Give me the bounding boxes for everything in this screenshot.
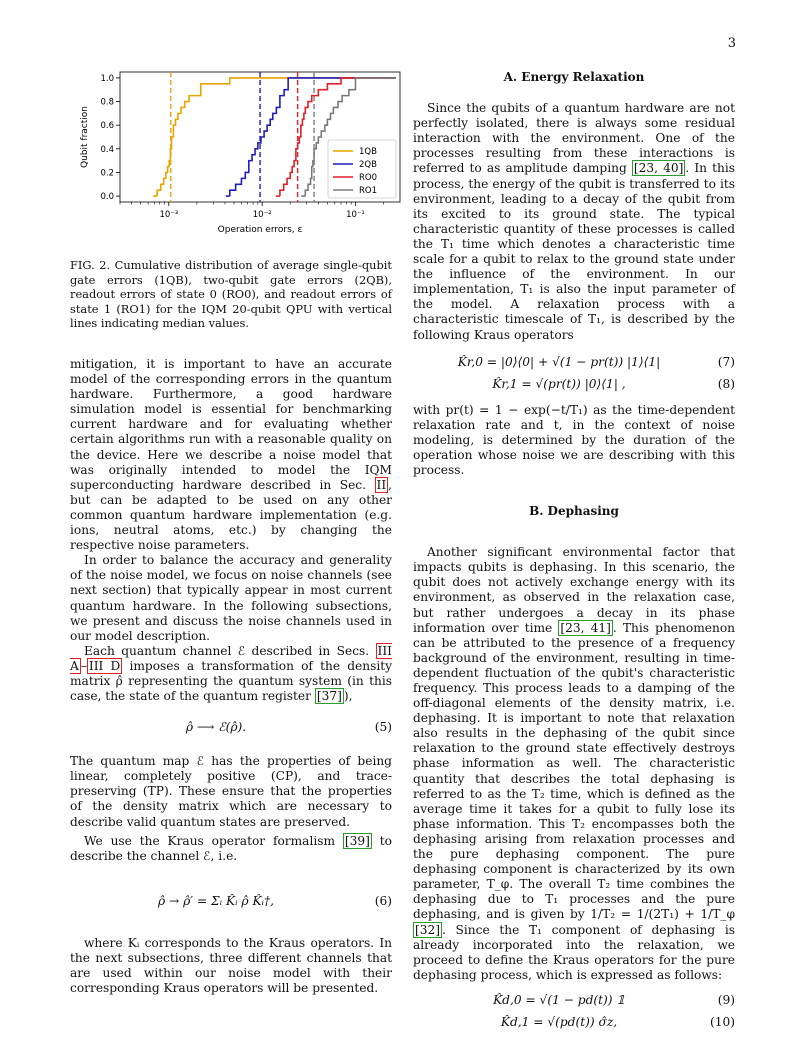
- section-ref-link[interactable]: III D: [88, 658, 121, 673]
- legend-label: 2QB: [359, 160, 377, 170]
- equation-5: ρ̂ ⟶ ℰ(ρ̂). (5): [185, 720, 392, 735]
- equation-9: K̂d,0 = √(1 − pd(t)) 𝟙 (9): [493, 992, 735, 1007]
- citation-link[interactable]: [37]: [316, 689, 342, 704]
- y-axis-label: Qubit fraction: [80, 106, 90, 168]
- figure-caption: FIG. 2. Cumulative distribution of average single-qubit gate errors (1QB), two-qubit gate errors (2QB), readout errors of state 0 (RO0), and readout errors of state 1 (RO1) for the IQM 20-qubit QPU with vertical lines indicating median values.: [70, 258, 392, 331]
- paragraph: Each quantum channel ℰ described in Secs. III A – III D imposes a transformation of the density matrix ρ̂ representing the quantum system (in this case, the state of the quantum register [37] ),: [70, 643, 393, 704]
- y-tick-label: 1.0: [100, 73, 114, 84]
- x-tick-label: 10⁻¹: [346, 210, 365, 220]
- x-tick-label: 10⁻²: [252, 210, 272, 220]
- cdf-chart: [75, 64, 405, 244]
- x-tick-label: 10⁻³: [159, 210, 179, 220]
- citation-link[interactable]: [23, 41]: [560, 620, 611, 635]
- section-ref-link[interactable]: III A: [70, 643, 392, 673]
- y-tick-label: 0.4: [100, 144, 114, 155]
- right-column: [413, 70, 735, 1037]
- section-heading-b: B. Dephasing: [529, 504, 619, 519]
- equation-7: K̂r,0 = |0⟩⟨0| + √(1 − pr(t)) |1⟩⟨1| (7): [457, 354, 735, 369]
- paragraph: In order to balance the accuracy and generality of the noise model, we focus on noise channels (see next section) that typically appear in most current quantum hardware. In the following subsections, we present and discuss the noise channels used in our model description.: [70, 553, 392, 643]
- x-axis-label: Operation errors, ε: [217, 225, 303, 235]
- page-number: 3: [727, 36, 736, 51]
- paragraph: with pr(t) = 1 − exp(−t/T₁) as the time-dependent relaxation rate and t, in the context of noise modeling, is determined by the duration of the operation whose noise we are describing with this process.: [413, 402, 735, 477]
- legend-label: RO1: [359, 186, 378, 196]
- paragraph: where Kᵢ corresponds to the Kraus operators. In the next subsections, three different channels that are used within our noise model with their corresponding Kraus operators will be presented.: [70, 935, 392, 996]
- y-tick-label: 0.8: [100, 97, 114, 108]
- paragraph: Since the qubits of a quantum hardware are not perfectly isolated, there is always some residual interaction with the environment. One of the processes resulting from these interactions is referred to as amplitude damping [23, 40] . In this process, the energy of the qubit is transferred to its environment, leading to a decay of the qubit from its excited to its ground state. The typical characteristic quantity of these processes is called the T₁ time which denotes a characteristic time scale for a qubit to relax to the ground state under the influence of the environment. In our implementation, T₁ is also the input parameter of the model. A relaxation process with a characteristic timescale of T₁, is described by the following Kraus operators: [413, 101, 736, 342]
- paragraph: We use the Kraus operator formalism [39] to describe the channel ℰ, i.e.: [70, 833, 392, 863]
- citation-link[interactable]: [32]: [415, 922, 441, 937]
- equation-8: K̂r,1 = √(pr(t)) |0⟩⟨1| , (8): [492, 376, 735, 391]
- citation-link[interactable]: [23, 40]: [633, 161, 684, 176]
- equation-6: ρ̂ → ρ̂′ = Σᵢ K̂ᵢ ρ̂ K̂ᵢ†, (6): [158, 893, 392, 908]
- y-tick-label: 0.2: [100, 168, 114, 179]
- section-heading-a: A. Energy Relaxation: [503, 70, 645, 84]
- citation-link[interactable]: [39]: [344, 833, 370, 848]
- legend-label: RO0: [359, 173, 378, 183]
- y-tick-label: 0.0: [100, 192, 114, 203]
- paragraph: The quantum map ℰ has the properties of being linear, completely positive (CP), and trace-preserving (TP). These ensure that the properties of the density matrix which are necessary to describe valid quantum states are preserved.: [70, 754, 392, 829]
- section-ref-link[interactable]: II: [376, 477, 387, 492]
- legend-label: 1QB: [359, 147, 377, 157]
- y-tick-label: 0.6: [100, 121, 114, 132]
- equation-10: K̂d,1 = √(pd(t)) σ̂z, (10): [500, 1014, 735, 1029]
- paragraph: Another significant environmental factor that impacts qubits is dephasing. In this scenario, the qubit does not actively exchange energy with its environment, as observed in the relaxation case, but rather undergoes a decay in its phase information over time [23, 41] . This phenomenon can be attributed to the presence of a frequency background of the environment, resulting in time-dependent fluctuation of the qubit's characteristic frequency. This process leads to a damping of the off-diagonal elements of the density matrix, i.e. dephasing. It is important to note that relaxation also results in the dephasing of the qubit since relaxation to the ground state effectively destroys phase information as well. The characteristic quantity that describes the total dephasing is referred to as the T₂ time, which is defined as the average time it takes for a qubit to fully lose its phase information. This T₂ encompasses both the dephasing arising from relaxation processes and the pure dephasing component. The pure dephasing component is characterized by its own parameter, T_φ. The overall T₂ time combines the dephasing due to T₁ processes and the pure dephasing, and is given by 1/T₂ = 1/(2T₁) + 1/T_φ [32] . Since the T₁ component of dephasing is already incorporated into the relaxation, we proceed to define the Kraus operators for the pure dephasing process, which is expressed as follows:: [413, 545, 736, 982]
- paragraph: mitigation, it is important to have an accurate model of the corresponding errors in the quantum hardware. Furthermore, a good hardware simulation model is essential for benchmarking current hardware and for evaluating whether certain algorithms run with a reasonable quality on the device. Here we describe a noise model that was originally intended to model the IQM superconducting hardware described in Sec. II , but can be adapted to be used on any other common quantum hardware implementation (e.g. ions, neutral atoms, etc.) by changing the respective noise parameters.: [70, 357, 393, 553]
- left-column: [70, 357, 392, 996]
